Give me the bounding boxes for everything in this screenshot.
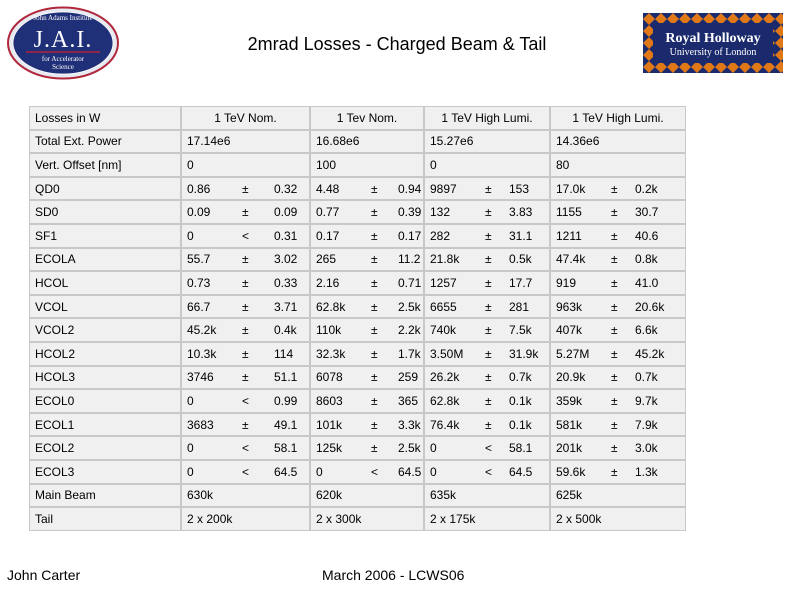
row-label: Losses in W <box>29 106 181 130</box>
loss-error: 114 <box>274 346 294 361</box>
summary-value: 80 <box>556 157 570 172</box>
loss-error: 11.2 <box>398 252 421 267</box>
loss-error: 0.33 <box>274 275 298 290</box>
summary-value: 100 <box>316 157 337 172</box>
row-label: HCOL3 <box>29 366 181 390</box>
loss-error: 0.2k <box>635 181 658 196</box>
table-cell <box>550 460 686 484</box>
table-cell <box>310 177 424 201</box>
summary-value: 620k <box>316 488 343 503</box>
table-cell <box>181 130 310 154</box>
loss-operator: ± <box>485 370 492 385</box>
loss-operator: ± <box>611 393 618 408</box>
table-cell <box>310 224 424 248</box>
loss-operator: ± <box>611 323 618 338</box>
loss-operator: < <box>242 228 250 243</box>
table-cell <box>181 248 310 272</box>
loss-value: 1257 <box>430 275 457 290</box>
loss-value: 26.2k <box>430 370 460 385</box>
summary-value: 630k <box>187 488 214 503</box>
table-cell <box>310 507 424 531</box>
summary-value: 625k <box>556 488 583 503</box>
loss-error: 0.09 <box>274 205 298 220</box>
column-header: 1 TeV Nom. <box>214 110 277 125</box>
table-cell <box>550 389 686 413</box>
loss-operator: ± <box>611 346 618 361</box>
table-cell <box>550 248 686 272</box>
loss-value: 62.8k <box>430 393 460 408</box>
summary-row <box>29 130 686 154</box>
loss-operator: ± <box>611 441 618 456</box>
row-label: QD0 <box>29 177 181 201</box>
loss-operator: ± <box>611 417 618 432</box>
loss-value: 10.3k <box>187 346 217 361</box>
table-cell <box>424 484 550 508</box>
loss-value: 0.77 <box>316 205 340 220</box>
row-label: ECOLA <box>29 248 181 272</box>
row-label: Tail <box>29 507 181 531</box>
loss-error: 20.6k <box>635 299 665 314</box>
loss-error: 365 <box>398 393 419 408</box>
loss-error: 0.4k <box>274 323 297 338</box>
table-cell <box>550 318 686 342</box>
loss-error: 49.1 <box>274 417 298 432</box>
loss-value: 0 <box>187 441 194 456</box>
summary-value: 2 x 200k <box>187 511 233 526</box>
table-cell <box>424 507 550 531</box>
table-cell <box>181 295 310 319</box>
table-cell <box>181 224 310 248</box>
loss-error: 64.5 <box>398 464 422 479</box>
row-label: HCOL2 <box>29 342 181 366</box>
loss-error: 51.1 <box>274 370 298 385</box>
loss-value: 8603 <box>316 393 343 408</box>
table-cell <box>181 389 310 413</box>
loss-error: 1.7k <box>398 346 421 361</box>
summary-value: 0 <box>187 157 194 172</box>
table-cell <box>181 436 310 460</box>
table-cell <box>550 413 686 437</box>
loss-error: 0.39 <box>398 205 422 220</box>
loss-operator: ± <box>371 417 378 432</box>
loss-value: 47.4k <box>556 252 586 267</box>
loss-value: 282 <box>430 228 451 243</box>
table-cell <box>550 224 686 248</box>
loss-operator: ± <box>485 252 492 267</box>
table-cell <box>310 413 424 437</box>
loss-error: 0.99 <box>274 393 298 408</box>
table-cell <box>310 436 424 460</box>
loss-value: 265 <box>316 252 337 267</box>
row-label: Total Ext. Power <box>29 130 181 154</box>
loss-operator: < <box>485 441 493 456</box>
loss-operator: ± <box>371 228 378 243</box>
table-cell <box>550 342 686 366</box>
table-row <box>29 366 686 390</box>
rhul-logo-line2: University of London <box>669 47 757 58</box>
table-cell <box>181 460 310 484</box>
loss-value: 963k <box>556 299 583 314</box>
loss-error: 64.5 <box>274 464 298 479</box>
loss-operator: < <box>242 393 250 408</box>
table-cell <box>310 366 424 390</box>
loss-value: 101k <box>316 417 343 432</box>
loss-error: 0.71 <box>398 275 422 290</box>
loss-operator: ± <box>611 252 618 267</box>
loss-value: 0 <box>430 441 437 456</box>
table-cell <box>310 153 424 177</box>
loss-operator: ± <box>371 346 378 361</box>
table-row <box>29 413 686 437</box>
loss-operator: ± <box>242 275 249 290</box>
loss-value: 0.86 <box>187 181 211 196</box>
loss-error: 2.5k <box>398 441 421 456</box>
loss-operator: ± <box>485 417 492 432</box>
loss-operator: ± <box>485 205 492 220</box>
loss-error: 7.9k <box>635 417 658 432</box>
loss-value: 5.27M <box>556 346 590 361</box>
table-cell <box>310 295 424 319</box>
table-cell <box>181 413 310 437</box>
row-label: ECOL2 <box>29 436 181 460</box>
table-cell <box>181 153 310 177</box>
table-cell <box>310 484 424 508</box>
table-cell <box>550 507 686 531</box>
table-cell <box>310 389 424 413</box>
table-cell <box>424 106 550 130</box>
loss-error: 17.7 <box>509 275 533 290</box>
table-cell <box>424 366 550 390</box>
loss-value: 45.2k <box>187 323 217 338</box>
loss-error: 7.5k <box>509 323 532 338</box>
table-cell <box>310 106 424 130</box>
loss-error: 0.31 <box>274 228 298 243</box>
loss-value: 3.50M <box>430 346 464 361</box>
table-cell <box>181 366 310 390</box>
loss-value: 0 <box>187 464 194 479</box>
summary-row <box>29 153 686 177</box>
loss-operator: < <box>371 464 379 479</box>
table-row <box>29 271 686 295</box>
loss-error: 3.83 <box>509 205 533 220</box>
loss-value: 20.9k <box>556 370 586 385</box>
loss-error: 6.6k <box>635 323 658 338</box>
table-cell <box>424 271 550 295</box>
loss-operator: ± <box>611 228 618 243</box>
row-label: SF1 <box>29 224 181 248</box>
loss-operator: ± <box>485 275 492 290</box>
loss-operator: ± <box>371 323 378 338</box>
loss-operator: < <box>242 464 250 479</box>
table-cell <box>424 177 550 201</box>
loss-error: 1.3k <box>635 464 658 479</box>
loss-value: 359k <box>556 393 583 408</box>
loss-error: 31.9k <box>509 346 539 361</box>
table-row <box>29 224 686 248</box>
loss-value: 66.7 <box>187 299 211 314</box>
loss-operator: ± <box>485 181 492 196</box>
loss-value: 201k <box>556 441 583 456</box>
table-cell <box>424 248 550 272</box>
table-header-row <box>29 106 686 130</box>
slide-title: 2mrad Losses - Charged Beam & Tail <box>247 34 547 54</box>
loss-error: 58.1 <box>509 441 533 456</box>
loss-value: 407k <box>556 323 583 338</box>
table-cell <box>424 460 550 484</box>
table-cell <box>424 413 550 437</box>
loss-value: 62.8k <box>316 299 346 314</box>
summary-value: 2 x 300k <box>316 511 362 526</box>
loss-error: 2.2k <box>398 323 421 338</box>
loss-value: 21.8k <box>430 252 460 267</box>
loss-operator: ± <box>371 181 378 196</box>
table-cell <box>424 200 550 224</box>
table-cell <box>550 106 686 130</box>
table-cell <box>550 484 686 508</box>
loss-error: 31.1 <box>509 228 533 243</box>
loss-operator: ± <box>242 205 249 220</box>
loss-value: 17.0k <box>556 181 586 196</box>
loss-value: 6655 <box>430 299 457 314</box>
row-label: Main Beam <box>29 484 181 508</box>
summary-value: 15.27e6 <box>430 134 474 149</box>
column-header: 1 TeV High Lumi. <box>441 110 533 125</box>
table-cell <box>424 295 550 319</box>
table-row <box>29 318 686 342</box>
table-cell <box>181 507 310 531</box>
row-label: ECOL3 <box>29 460 181 484</box>
loss-error: 0.94 <box>398 181 422 196</box>
table-cell <box>310 248 424 272</box>
loss-operator: ± <box>611 370 618 385</box>
summary-value: 16.68e6 <box>316 134 360 149</box>
loss-operator: ± <box>371 275 378 290</box>
row-label: VCOL2 <box>29 318 181 342</box>
loss-error: 0.8k <box>635 252 658 267</box>
loss-operator: ± <box>611 205 618 220</box>
loss-operator: ± <box>371 205 378 220</box>
loss-error: 30.7 <box>635 205 659 220</box>
loss-operator: ± <box>611 299 618 314</box>
loss-operator: < <box>485 464 493 479</box>
loss-operator: ± <box>242 181 249 196</box>
table-cell <box>550 177 686 201</box>
summary-value: 17.14e6 <box>187 134 231 149</box>
table-cell <box>181 106 310 130</box>
table-row <box>29 342 686 366</box>
jai-logo-line4: Science <box>52 63 74 71</box>
loss-error: 0.32 <box>274 181 298 196</box>
table-cell <box>181 318 310 342</box>
table-cell <box>424 153 550 177</box>
table-row <box>29 389 686 413</box>
loss-operator: ± <box>371 252 378 267</box>
table-row <box>29 248 686 272</box>
table-cell <box>550 153 686 177</box>
loss-operator: ± <box>371 393 378 408</box>
rhul-logo-line1: Royal Holloway <box>665 31 761 46</box>
loss-value: 2.16 <box>316 275 340 290</box>
row-label: HCOL <box>29 271 181 295</box>
loss-error: 58.1 <box>274 441 298 456</box>
table-cell <box>550 130 686 154</box>
table-row <box>29 177 686 201</box>
table-cell <box>181 200 310 224</box>
table-cell <box>424 389 550 413</box>
loss-value: 0 <box>187 228 194 243</box>
loss-error: 3.02 <box>274 252 298 267</box>
loss-operator: ± <box>485 346 492 361</box>
loss-error: 3.71 <box>274 299 298 314</box>
loss-error: 0.1k <box>509 393 532 408</box>
loss-value: 740k <box>430 323 457 338</box>
table-cell <box>424 342 550 366</box>
loss-value: 76.4k <box>430 417 460 432</box>
table-cell <box>550 200 686 224</box>
table-cell <box>424 318 550 342</box>
table-cell <box>550 366 686 390</box>
row-label: ECOL1 <box>29 413 181 437</box>
table-cell <box>310 271 424 295</box>
loss-error: 0.17 <box>398 228 422 243</box>
table-row <box>29 200 686 224</box>
loss-operator: ± <box>242 252 249 267</box>
row-label: Vert. Offset [nm] <box>29 153 181 177</box>
loss-value: 125k <box>316 441 343 456</box>
table-cell <box>310 318 424 342</box>
table-cell <box>181 484 310 508</box>
table-cell <box>181 342 310 366</box>
loss-value: 59.6k <box>556 464 586 479</box>
loss-error: 40.6 <box>635 228 659 243</box>
loss-value: 1211 <box>556 228 582 243</box>
summary-value: 2 x 175k <box>430 511 476 526</box>
loss-operator: ± <box>485 299 492 314</box>
column-header: 1 Tev Nom. <box>336 110 398 125</box>
loss-error: 45.2k <box>635 346 665 361</box>
loss-error: 281 <box>509 299 530 314</box>
table-cell <box>310 342 424 366</box>
loss-value: 4.48 <box>316 181 340 196</box>
loss-operator: ± <box>242 417 249 432</box>
loss-operator: ± <box>371 441 378 456</box>
loss-value: 6078 <box>316 370 343 385</box>
summary-value: 635k <box>430 488 457 503</box>
loss-value: 0 <box>316 464 323 479</box>
table-row <box>29 436 686 460</box>
table-row <box>29 460 686 484</box>
table-cell <box>424 130 550 154</box>
loss-error: 0.7k <box>635 370 658 385</box>
loss-value: 0 <box>430 464 437 479</box>
footer-author: John Carter <box>7 567 81 583</box>
loss-operator: ± <box>242 346 249 361</box>
jai-logo-line1: John Adams Institute <box>33 14 93 22</box>
loss-value: 3746 <box>187 370 214 385</box>
summary-value: 14.36e6 <box>556 134 600 149</box>
loss-error: 41.0 <box>635 275 659 290</box>
loss-value: 0.09 <box>187 205 211 220</box>
summary-value: 2 x 500k <box>556 511 602 526</box>
loss-value: 110k <box>316 323 342 338</box>
loss-error: 3.3k <box>398 417 421 432</box>
summary-value: 0 <box>430 157 437 172</box>
loss-error: 0.5k <box>509 252 532 267</box>
summary-row <box>29 484 686 508</box>
loss-operator: ± <box>485 393 492 408</box>
loss-value: 3683 <box>187 417 214 432</box>
loss-value: 132 <box>430 205 451 220</box>
column-header: 1 TeV High Lumi. <box>572 110 664 125</box>
loss-error: 153 <box>509 181 530 196</box>
loss-value: 0 <box>187 393 194 408</box>
table-cell <box>310 130 424 154</box>
table-cell <box>550 436 686 460</box>
loss-operator: ± <box>371 370 378 385</box>
loss-error: 64.5 <box>509 464 533 479</box>
loss-value: 581k <box>556 417 583 432</box>
loss-value: 55.7 <box>187 252 211 267</box>
loss-error: 2.5k <box>398 299 421 314</box>
summary-row <box>29 507 686 531</box>
loss-error: 259 <box>398 370 419 385</box>
table-row <box>29 295 686 319</box>
loss-operator: ± <box>485 228 492 243</box>
table-cell <box>181 271 310 295</box>
jai-logo-line3: for Accelerator <box>41 55 85 63</box>
loss-operator: ± <box>242 323 249 338</box>
row-label: SD0 <box>29 200 181 224</box>
loss-operator: ± <box>611 275 618 290</box>
table-cell <box>310 200 424 224</box>
loss-value: 32.3k <box>316 346 346 361</box>
table-cell <box>181 177 310 201</box>
loss-value: 919 <box>556 275 577 290</box>
table-cell <box>424 436 550 460</box>
table-cell <box>310 460 424 484</box>
loss-operator: < <box>242 441 250 456</box>
loss-error: 3.0k <box>635 441 658 456</box>
loss-value: 0.17 <box>316 228 340 243</box>
loss-error: 0.7k <box>509 370 532 385</box>
loss-error: 9.7k <box>635 393 658 408</box>
table-cell <box>550 271 686 295</box>
loss-operator: ± <box>611 181 618 196</box>
table-cell <box>550 295 686 319</box>
loss-operator: ± <box>611 464 618 479</box>
loss-operator: ± <box>371 299 378 314</box>
loss-value: 9897 <box>430 181 457 196</box>
table-cell <box>424 224 550 248</box>
footer-date: March 2006 - LCWS06 <box>322 567 465 583</box>
loss-operator: ± <box>485 323 492 338</box>
jai-logo-line2: J.A.I. <box>33 27 93 53</box>
loss-operator: ± <box>242 370 249 385</box>
loss-value: 0.73 <box>187 275 211 290</box>
row-label: ECOL0 <box>29 389 181 413</box>
loss-operator: ± <box>242 299 249 314</box>
loss-value: 1155 <box>556 205 582 220</box>
loss-error: 0.1k <box>509 417 532 432</box>
row-label: VCOL <box>29 295 181 319</box>
